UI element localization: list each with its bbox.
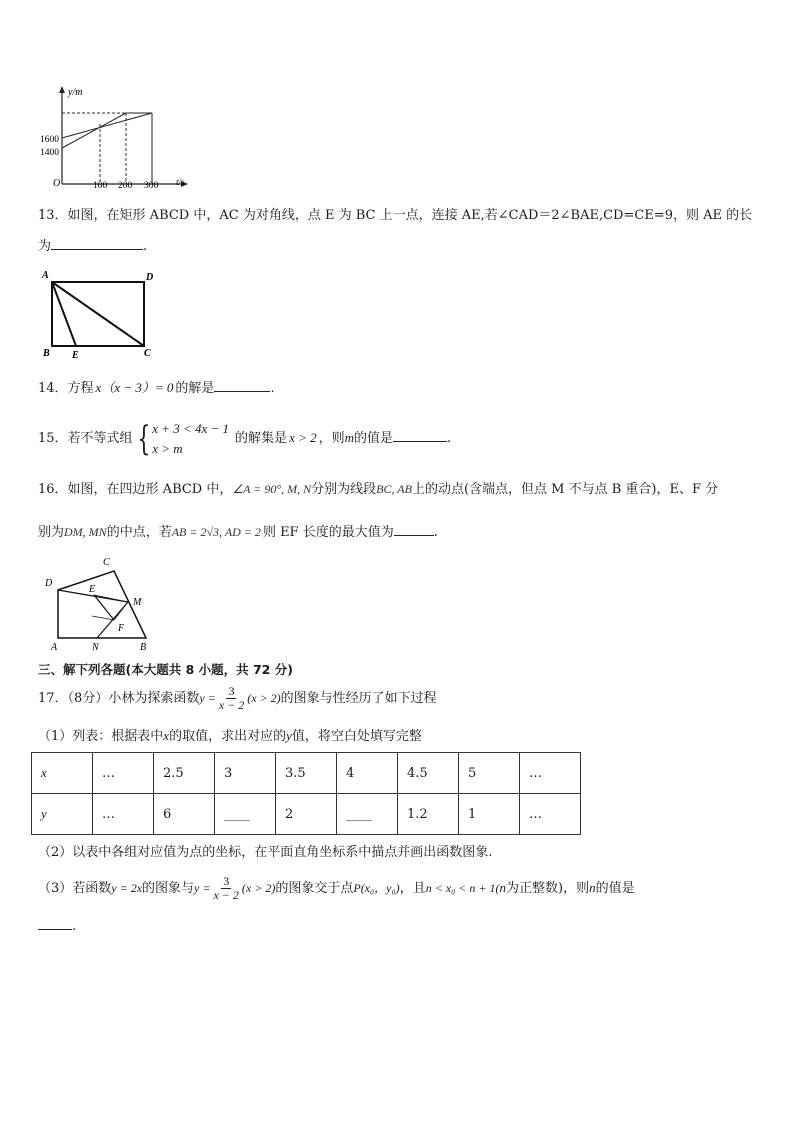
q17-suffix: 的图象与性经历了如下过程 [280, 691, 437, 706]
answer-blank-14[interactable] [214, 379, 270, 392]
function-fraction [217, 685, 246, 712]
question-17-intro [38, 683, 437, 714]
table-cell: 4 [337, 753, 398, 794]
fraction-denominator: x − 2 [213, 888, 239, 902]
q16-line2-a: 别为 [38, 525, 65, 540]
q17-part1-a: （1）列表：根据表中 [38, 729, 164, 744]
label-m: M [133, 597, 142, 608]
q17-func-lhs: y = [199, 691, 216, 705]
graph-figure [38, 82, 198, 190]
table-cell: 4.5 [398, 753, 459, 794]
fraction-numerator: 3 [223, 874, 230, 888]
label-c: C [144, 348, 151, 359]
q15-middle: 的解集是 [235, 431, 288, 446]
diagonal-ac [52, 282, 144, 346]
q17-part1-c: 值，将空白处填写完整 [291, 729, 422, 744]
y-axis-label: y/m [68, 87, 83, 98]
q15-tail: . [447, 431, 452, 446]
q16-line2-math2: AB = 2√3, AD = 2 [171, 525, 261, 539]
q17-part3-n: n [499, 880, 506, 895]
table-cell: … [520, 794, 581, 835]
q16-line2-math: DM, MN [64, 525, 107, 539]
x-tick-100: 100 [93, 181, 108, 190]
fraction-numerator: 3 [228, 684, 235, 698]
rectangle-figure [36, 266, 166, 362]
table-cell: 6 [154, 794, 215, 835]
values-table [31, 752, 581, 835]
answer-blank-17[interactable] [38, 917, 72, 930]
q15-var: m [344, 430, 355, 445]
q16-line1-b: 分别为线段 [311, 482, 377, 497]
question-17-part1 [38, 727, 422, 746]
table-cell: … [93, 753, 154, 794]
answer-blank-16[interactable] [394, 523, 434, 536]
y-axis-arrow [59, 86, 65, 93]
q17-part3-d: ，且 [399, 881, 426, 896]
q16-line2-b: 的中点，若 [106, 525, 172, 540]
brace-icon: { [136, 418, 150, 459]
q17-part3-e: 为正整数)，则 [506, 881, 590, 896]
table-blank-cell[interactable]: ____ [337, 794, 398, 835]
q16-line1-math: ∠A = 90°, M, N [232, 482, 312, 496]
q16-line1-c: 上的动点(含端点，但点 M 不与点 B 重合)，E、F 分 [411, 482, 719, 497]
question-16-line2 [38, 523, 438, 542]
q15-prefix: 15．若不等式组 [38, 431, 133, 446]
table-row-y [32, 794, 581, 835]
section-3-heading: 三、解下列各题(本大题共 8 小题，共 72 分) [38, 662, 293, 677]
table-cell: 1.2 [398, 794, 459, 835]
table-cell: 3.5 [276, 753, 337, 794]
table-cell: 1 [459, 794, 520, 835]
q17-func-cond: (x > 2) [247, 691, 281, 705]
question-17-part2: （2）以表中各组对应值为点的坐标，在平面直角坐标系中描点并画出函数图象. [38, 845, 493, 860]
question-13-text: 13．如图，在矩形 ABCD 中，AC 为对角线，点 E 为 BC 上一点，连接 AE,若∠CAD＝2∠BAE,CD=CE=9，则 AE 的长 [38, 208, 753, 223]
y-tick-1600: 1600 [40, 135, 59, 145]
q17-part3-range: n < x₀ < n + 1( [425, 881, 500, 895]
q17-part3-point: P(x₀，y₀) [353, 881, 400, 895]
q17-part1-x: x [163, 728, 170, 743]
inequality-2: x > m [152, 440, 183, 456]
q17-part3-n2: n [589, 880, 596, 895]
table-cell: 2.5 [154, 753, 215, 794]
q17-part3-func-cond: (x > 2) [241, 881, 276, 895]
label-b: B [140, 642, 147, 653]
answer-blank-15[interactable] [393, 429, 447, 442]
label-d: D [45, 578, 53, 589]
table-cell: 3 [215, 753, 276, 794]
q16-line1-a: 16．如图，在四边形 ABCD 中， [38, 482, 233, 497]
question-13-text2: 为 [38, 239, 52, 254]
question-17-part3 [38, 872, 635, 905]
q17-part3-func-lhs: y = [194, 881, 211, 895]
label-a: A [42, 270, 49, 281]
question-13-line1 [38, 207, 752, 225]
q17-tail: . [72, 919, 77, 934]
q14-suffix: 的解是 [175, 381, 215, 396]
table-cell: 2 [276, 794, 337, 835]
question-14 [38, 379, 275, 398]
table-blank-cell[interactable]: ____ [215, 794, 276, 835]
question-16-line1 [38, 480, 718, 499]
q16-tail: . [433, 525, 438, 540]
question-15 [38, 418, 451, 459]
label-f: F [118, 623, 125, 634]
origin-label: O [53, 178, 61, 189]
q14-prefix: 14．方程 [38, 381, 94, 396]
q17-part3-b: 的图象与 [142, 881, 195, 896]
q14-equation: x（x − 3）= 0 [95, 380, 174, 395]
label-e: E [72, 350, 79, 361]
answer-blank-13[interactable] [51, 237, 143, 250]
table-cell: … [520, 753, 581, 794]
q13-tail: . [143, 239, 148, 254]
segment-ae [52, 282, 76, 346]
table-cell: x [32, 753, 93, 794]
q17-part1-b: 的取值，求出对应的 [169, 729, 287, 744]
question-17-part3-answer [38, 917, 76, 936]
x-tick-300: 300 [144, 181, 159, 190]
table-cell: 5 [459, 753, 520, 794]
label-c: C [103, 557, 110, 568]
x-axis-label: t/s [176, 177, 185, 187]
line-graph-gentle [62, 113, 152, 138]
q15-suffix: 的值是 [354, 431, 394, 446]
fraction-denominator: x − 2 [218, 698, 245, 712]
q15-solution: x > 2 [289, 430, 317, 445]
quadrilateral-figure [40, 554, 160, 654]
label-e: E [89, 584, 96, 595]
table-cell: y [32, 794, 93, 835]
q16-line1-math2: BC, AB [376, 482, 412, 496]
inequality-1: x + 3 < 4x − 1 [152, 420, 230, 436]
q17-part1-y: y [286, 728, 292, 743]
question-13-line2 [38, 237, 147, 256]
label-d: D [146, 272, 154, 283]
table-row-x [32, 753, 581, 794]
q17-part3-a: （3）若函数 [38, 881, 112, 896]
q14-tail: . [270, 381, 275, 396]
line-graph-steep [62, 113, 126, 148]
q17-prefix: 17．（8分）小林为探索函数 [38, 691, 200, 706]
function-fraction-2 [211, 875, 240, 902]
q16-line2-c: 则 EF 长度的最大值为 [262, 525, 394, 540]
q15-middle2: ，则 [318, 431, 345, 446]
segment-fm [114, 602, 128, 620]
inequality-system [152, 419, 229, 459]
label-b: B [43, 348, 50, 359]
y-tick-1400: 1400 [40, 148, 59, 158]
table-cell: … [93, 794, 154, 835]
label-a: A [51, 642, 58, 653]
q17-part3-f: 的值是 [595, 881, 635, 896]
q17-part3-c: 的图象交于点 [275, 881, 354, 896]
q17-part3-f1: y = 2x [111, 881, 143, 895]
x-tick-200: 200 [118, 181, 133, 190]
label-n: N [92, 642, 99, 653]
